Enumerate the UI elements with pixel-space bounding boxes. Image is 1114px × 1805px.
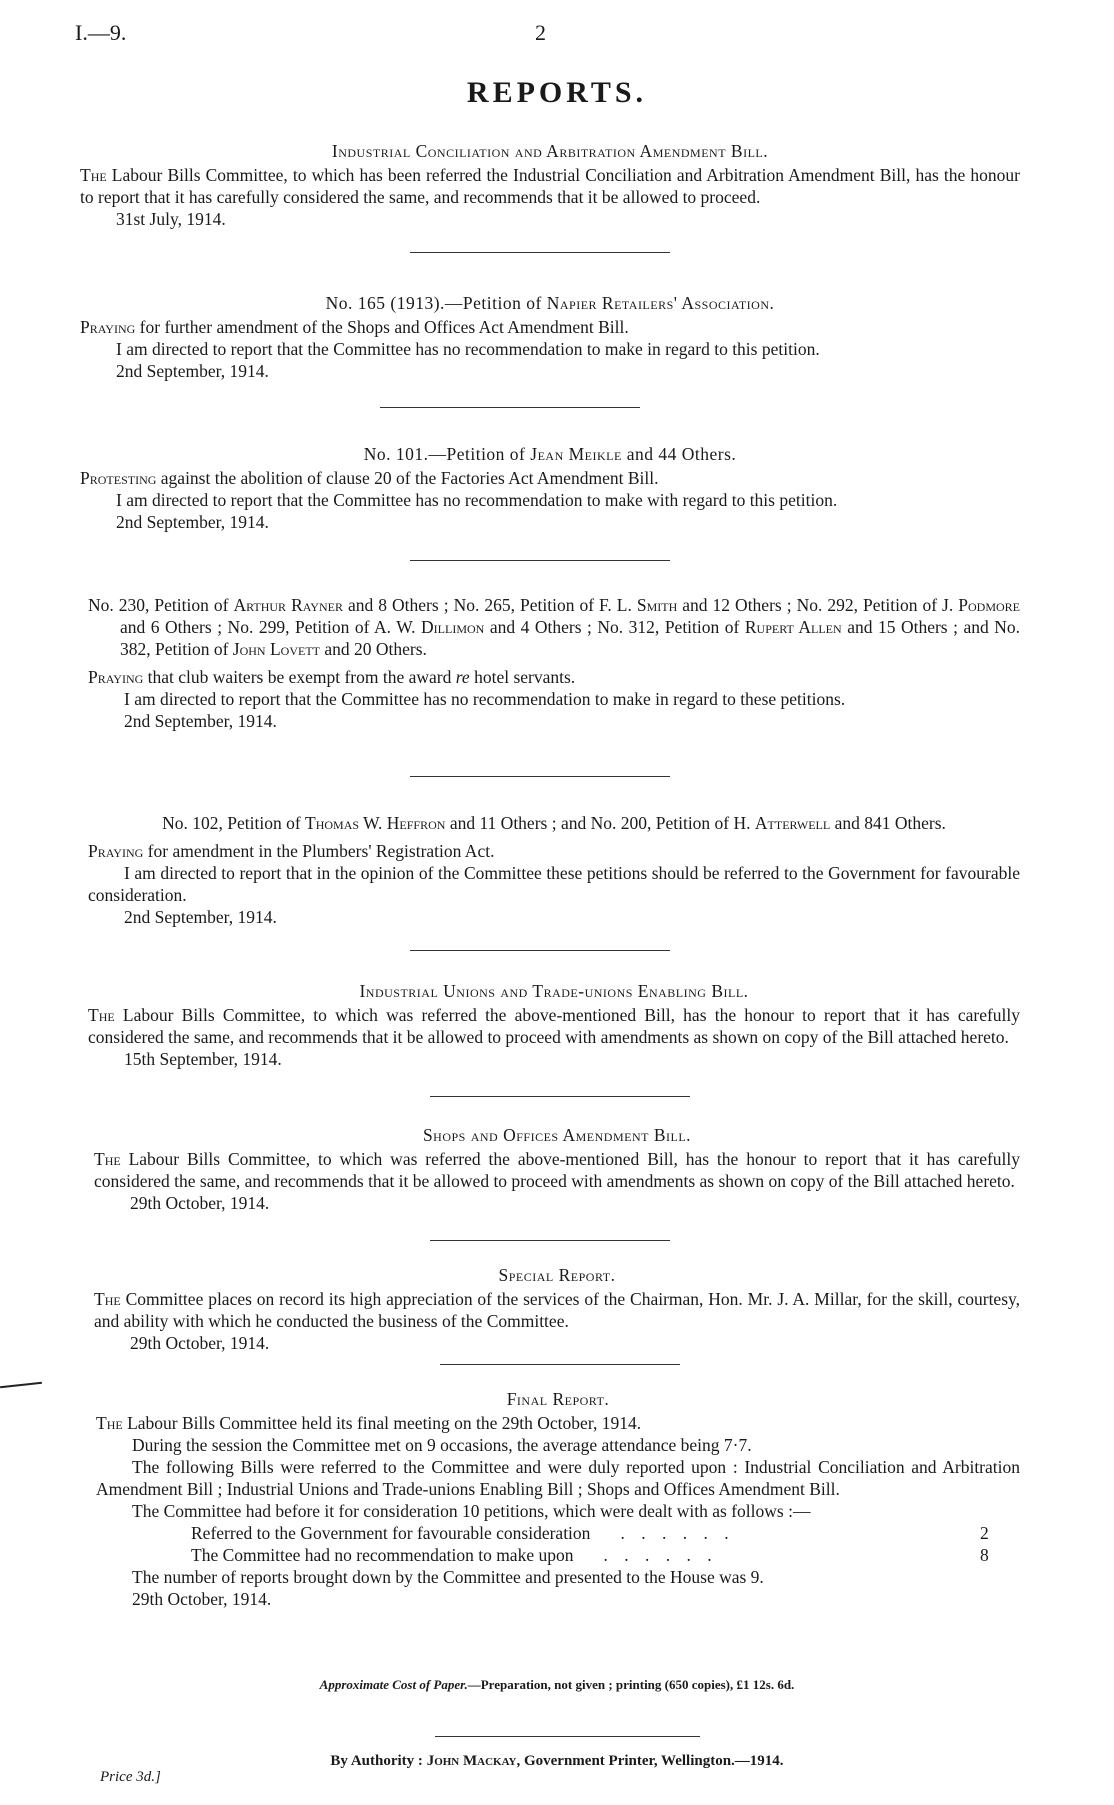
section-shops [94, 1124, 1020, 1214]
section-heading: Shops and Offices Amendment Bill. [422, 1125, 692, 1145]
leader-dots: . . . . . . [603, 1545, 718, 1565]
text: and 12 Others ; No. 292, Petition of J. [682, 595, 954, 615]
authority-line [0, 1750, 1114, 1772]
section-napier [80, 292, 1020, 382]
list-item [96, 1522, 1020, 1544]
text: and 8 Others ; No. 265, Petition of F. L. [348, 595, 632, 615]
section-date: 2nd September, 1914. [124, 711, 277, 731]
text: and 20 Others. [324, 639, 427, 659]
praying-lead: Praying [88, 667, 144, 687]
praying-line [88, 666, 1020, 688]
printer-name: John Mackay, [426, 1753, 521, 1769]
section-body: I am directed to report that the Committee has no recommendation to make in regard to this petition. [116, 339, 820, 359]
section-date: 15th September, 1914. [124, 1049, 282, 1069]
divider [380, 407, 640, 408]
praying-lead: Praying [88, 841, 144, 861]
petitioner-name: Smith [636, 595, 678, 615]
body-text: Labour Bills Committee, to which was referred the above-mentioned Bill, has the honour to report that it has carefully considered the same, and recommends that it be allowed to proceed with amendments as shown on copy of the Bill attached hereto. [88, 1005, 1021, 1047]
petitioner-name: Atterwell [754, 813, 831, 833]
final-line-4: The Committee had before it for consideration 10 petitions, which were dealt with as follows :— [132, 1501, 811, 1521]
cost-of-paper [0, 1674, 1114, 1696]
praying-text: for amendment in the Plumbers' Registration Act. [147, 841, 495, 861]
section-plumbers [88, 812, 1020, 928]
petitioner-name: Podmore [958, 595, 1021, 615]
page-title: REPORTS. [466, 76, 648, 109]
page-number: 2 [535, 20, 546, 45]
body-text: Labour Bills Committee held its final meeting on the 29th October, 1914. [127, 1413, 642, 1433]
protest-lead: Protesting [80, 468, 157, 488]
praying-text: hotel servants. [474, 667, 576, 687]
section-body: I am directed to report that the Committee has no recommendation to make in regard to these petitions. [124, 689, 846, 709]
text: and 11 Others ; and No. 200, Petition of H. [449, 813, 751, 833]
section-conciliation [80, 140, 1020, 230]
petitioner-name: Rupert Allen [744, 617, 842, 637]
section-body [94, 1148, 1020, 1192]
section-body: I am directed to report that in the opinion of the Committee these petitions should be referred to the Government for favourable consideration. [88, 863, 1020, 905]
divider [430, 1096, 690, 1097]
section-date: 29th October, 1914. [130, 1193, 270, 1213]
heading-suffix: and 44 Others. [626, 444, 737, 464]
text: No. 230, Petition of [88, 595, 229, 615]
section-date: 2nd September, 1914. [116, 361, 269, 381]
section-date: 29th October, 1914. [132, 1589, 272, 1609]
praying-text: for further amendment of the Shops and Offices Act Amendment Bill. [139, 317, 629, 337]
petition-list [88, 812, 1020, 834]
cost-lead: Approximate Cost of Paper. [319, 1677, 468, 1692]
body-lead: The [96, 1413, 123, 1433]
body-lead: The [94, 1149, 121, 1169]
section-final [96, 1388, 1020, 1610]
divider [435, 1736, 700, 1737]
heading-prefix: No. 165 (1913).—Petition of [325, 293, 542, 313]
divider [410, 776, 670, 777]
section-body: I am directed to report that the Committee has no recommendation to make with regard to this petition. [116, 490, 838, 510]
praying-line [88, 840, 1020, 862]
section-heading [80, 292, 1020, 314]
divider [410, 252, 670, 253]
protest-line [80, 467, 1020, 489]
price: Price 3d.] [100, 1769, 161, 1785]
text: and 15 Others ; and No. 382, Petition of [120, 617, 1021, 659]
final-line-5: The number of reports brought down by the Committee and presented to the House was 9. [132, 1567, 764, 1587]
section-heading: Industrial Conciliation and Arbitration Amendment Bill. [331, 141, 769, 161]
list-value: 8 [980, 1545, 989, 1565]
section-date: 2nd September, 1914. [116, 512, 269, 532]
divider [430, 1240, 670, 1241]
text: No. 102, Petition of [162, 813, 301, 833]
petitioner-name: Jean Meikle [530, 444, 622, 464]
protest-text: against the abolition of clause 20 of the Factories Act Amendment Bill. [160, 468, 659, 488]
section-heading: Industrial Unions and Trade-unions Enabling Bill. [359, 981, 749, 1001]
section-heading: Final Report. [506, 1389, 610, 1409]
divider [410, 560, 670, 561]
petitioner-name: Arthur Rayner [233, 595, 343, 615]
praying-re: re [455, 667, 470, 687]
authority-suffix: Government Printer, Wellington.—1914. [523, 1753, 784, 1769]
praying-line [80, 316, 1020, 338]
heading-prefix: No. 101.—Petition of [363, 444, 526, 464]
praying-lead: Praying [80, 317, 136, 337]
section-unions [88, 980, 1020, 1070]
authority-prefix: By Authority : [330, 1753, 423, 1769]
final-line-2: During the session the Committee met on 9 occasions, the average attendance being 7·7. [132, 1435, 752, 1455]
list-value: 2 [980, 1523, 989, 1543]
text: and 841 Others. [834, 813, 946, 833]
list-label: The Committee had no recommendation to make upon [191, 1545, 574, 1565]
divider [410, 950, 670, 951]
final-line-1 [96, 1412, 1020, 1434]
text: and 4 Others ; No. 312, Petition of [489, 617, 740, 637]
margin-mark [0, 1382, 42, 1388]
cost-text: —Preparation, not given ; printing (650 copies), £1 12s. 6d. [467, 1677, 795, 1692]
section-body [94, 1288, 1020, 1332]
section-meikle [80, 443, 1020, 533]
body-text: Committee places on record its high appreciation of the services of the Chairman, Hon. Mr. J. A. Millar, for the skill, courtesy, and ability with which he conducted the business of the Committee. [94, 1289, 1021, 1331]
body-lead: The [80, 165, 107, 185]
petitioner-name: Dillimon [421, 617, 485, 637]
praying-text: that club waiters be exempt from the award [147, 667, 452, 687]
divider [440, 1364, 680, 1365]
section-club-waiters [88, 594, 1020, 732]
list-item [96, 1544, 1020, 1566]
petitioner-name: Napier Retailers' Association. [546, 293, 775, 313]
petition-list [88, 594, 1020, 660]
body-text: Labour Bills Committee, to which was referred the above-mentioned Bill, has the honour to report that it has carefully considered the same, and recommends that it be allowed to proceed with amendments as shown on copy of the Bill attached hereto. [94, 1149, 1021, 1191]
page-reference: I.—9. [75, 20, 127, 45]
petitioner-name: Thomas W. Heffron [305, 813, 446, 833]
petitioner-name: John Lovett [232, 639, 320, 659]
body-text: Labour Bills Committee, to which has been referred the Industrial Conciliation and Arbitration Amendment Bill, has the honour to report that it has carefully considered the same, and recommends that it be allowed to proceed. [80, 165, 1020, 207]
text: and 6 Others ; No. 299, Petition of A. W. [120, 617, 416, 637]
section-heading [80, 443, 1020, 465]
section-date: 31st July, 1914. [116, 209, 226, 229]
section-body [80, 164, 1020, 208]
body-lead: The [88, 1005, 115, 1025]
body-lead: The [94, 1289, 121, 1309]
list-label: Referred to the Government for favourable consideration [191, 1523, 591, 1543]
leader-dots: . . . . . . [620, 1523, 735, 1543]
section-date: 29th October, 1914. [130, 1333, 270, 1353]
final-line-3: The following Bills were referred to the Committee and were duly reported upon : Industrial Conciliation and Arbitration Amendment Bill ; Industrial Unions and Trade-unions Enabling Bill ; Shops and Offices Amendment Bill. [96, 1457, 1020, 1499]
section-body [88, 1004, 1020, 1048]
section-special [94, 1264, 1020, 1354]
section-date: 2nd September, 1914. [124, 907, 277, 927]
section-heading: Special Report. [498, 1265, 616, 1285]
